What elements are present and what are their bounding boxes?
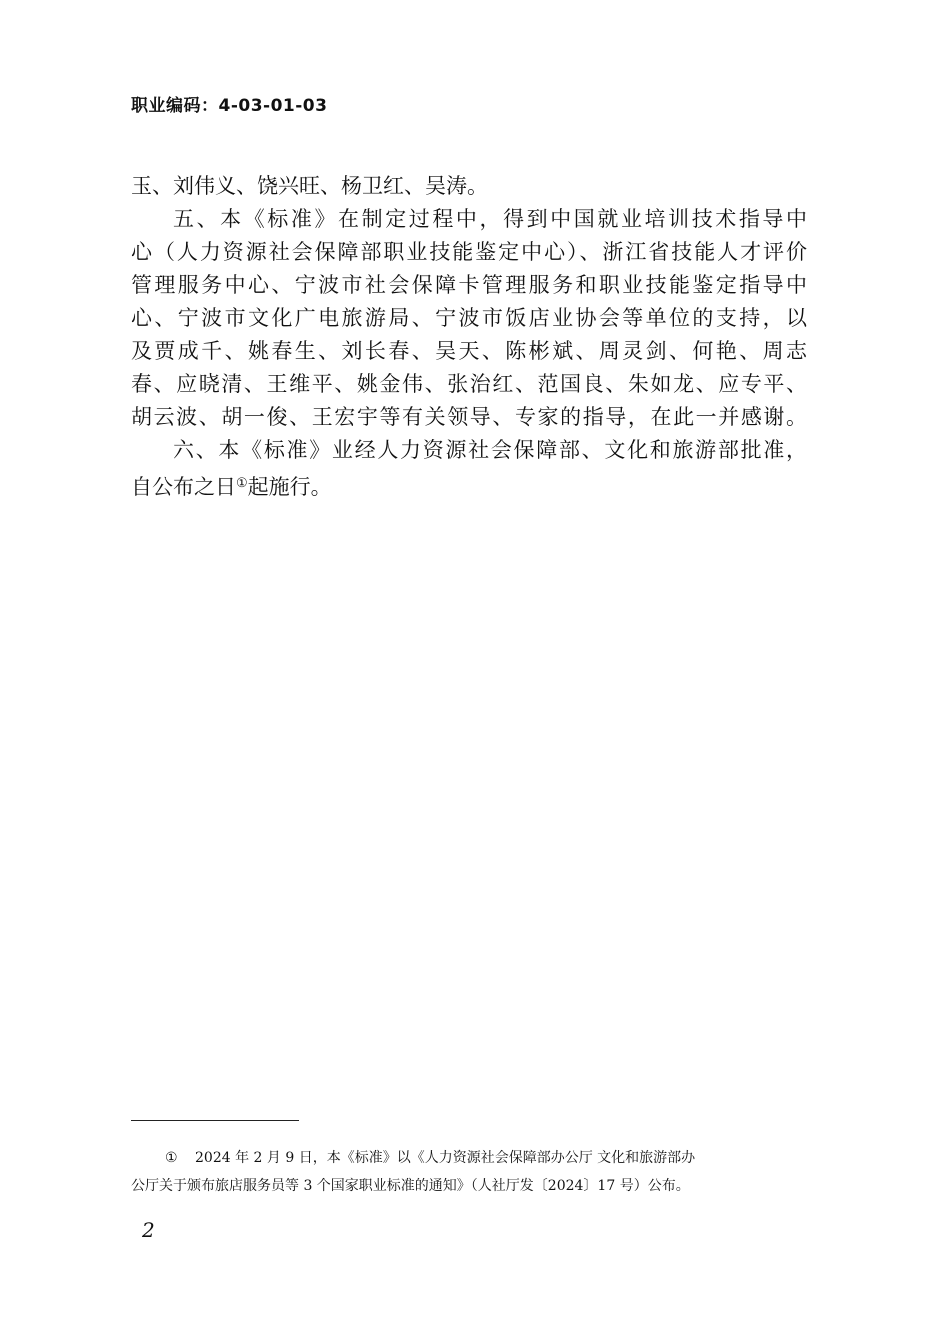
paragraph-six-last-line [131,467,807,500]
paragraph-five-line: 管理服务中心、宁波市社会保障卡管理服务和职业技能鉴定指导中 [131,273,807,297]
footnote-mark: ① [165,1150,178,1166]
paragraph-five-line: 及贾成千、姚春生、刘长春、吴天、陈彬斌、周灵剑、何艳、周志 [131,339,807,363]
paragraph-five-line: 胡云波、胡一俊、王宏宇等有关领导、专家的指导，在此一并感谢。 [131,405,807,429]
body-line: 玉、刘伟义、饶兴旺、杨卫红、吴涛。 [131,174,488,198]
paragraph-six-text: 自公布之日 [131,475,236,499]
page-number: 2 [142,1218,155,1242]
footnote-divider [131,1120,299,1121]
footnote-line: 公厅关于颁布旅店服务员等 3 个国家职业标准的通知》（人社厅发〔2024〕17 号）公布。 [131,1178,690,1194]
footnote-line [131,1144,807,1172]
footnote [131,1144,807,1200]
paragraph-five-line: 心、宁波市文化广电旅游局、宁波市饭店业协会等单位的支持，以 [131,306,807,330]
footnote-reference[interactable]: ① [236,476,248,491]
paragraph-six-line: 六、本《标准》业经人力资源社会保障部、文化和旅游部批准， [173,438,807,462]
paragraph-five-line: 春、应晓清、王维平、姚金伟、张治红、范国良、朱如龙、应专平、 [131,372,807,396]
body-text [131,170,807,500]
paragraph-five-line: 心（人力资源社会保障部职业技能鉴定中心）、浙江省技能人才评价 [131,240,807,264]
paragraph-six-text: 起施行。 [247,475,332,499]
footnote-text: 2024 年 2 月 9 日，本《标准》以《人力资源社会保障部办公厅 文化和旅游部办 [195,1150,696,1166]
paragraph-five-line: 五、本《标准》在制定过程中，得到中国就业培训技术指导中 [173,207,807,231]
occupation-code-header: 职业编码：4-03-01-03 [131,96,328,116]
